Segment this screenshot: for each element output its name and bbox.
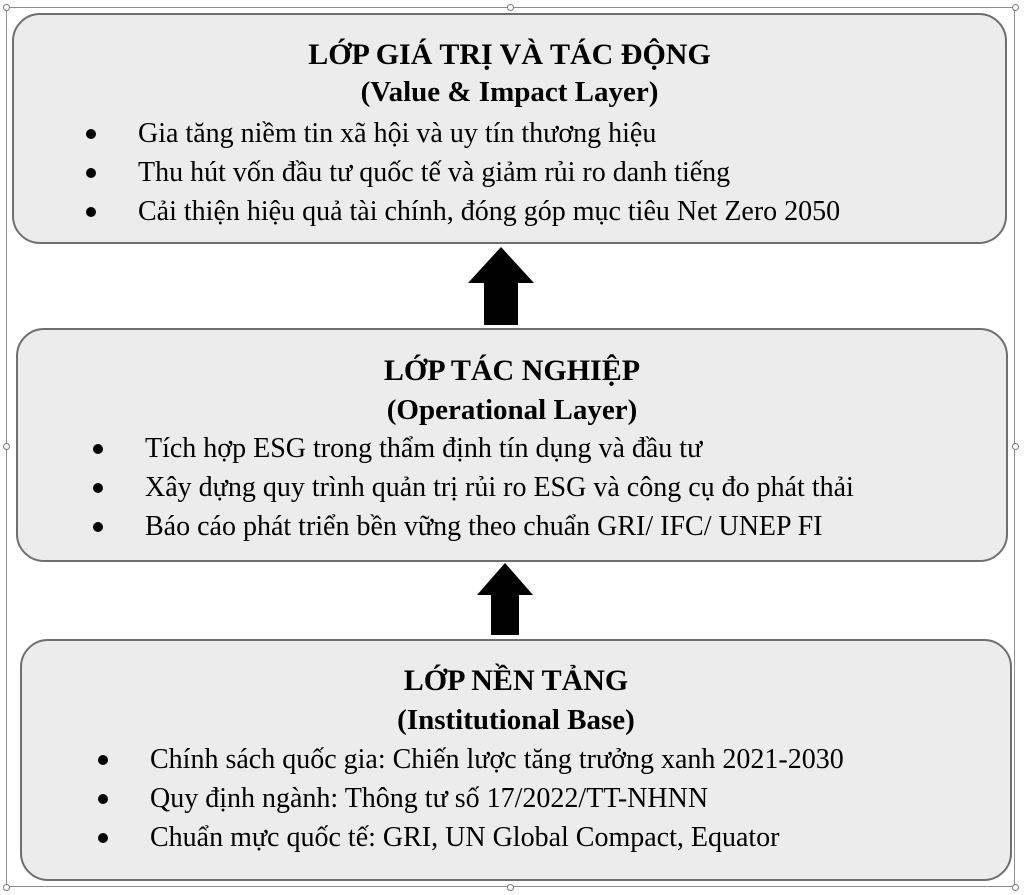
list-item: Tích hợp ESG trong thẩm định tín dụng và đầu tư: [93, 429, 854, 468]
list-item: Thu hút vốn đầu tư quốc tế và giảm rủi ro danh tiếng: [86, 153, 840, 192]
list-item: Quy định ngành: Thông tư số 17/2022/TT-NHNN: [98, 779, 844, 818]
resize-handle-top-left[interactable]: [3, 4, 10, 11]
value-impact-layer-box: [12, 13, 1007, 244]
resize-handle-bottom-left[interactable]: [3, 884, 10, 891]
institutional-base-layer-title: LỚP NỀN TẢNG: [403, 664, 629, 697]
institutional-base-layer-box: [20, 639, 1012, 881]
bullet-icon: [86, 168, 96, 178]
value-impact-layer-title: LỚP GIÁ TRỊ VÀ TÁC ĐỘNG: [308, 38, 711, 71]
value-impact-layer-subtitle: (Value & Impact Layer): [360, 76, 659, 108]
bullet-icon: [93, 483, 103, 493]
operational-layer-box: [16, 328, 1008, 562]
bullet-icon: [86, 207, 96, 217]
resize-handle-middle-left[interactable]: [3, 443, 10, 450]
institutional-base-layer-list: [98, 740, 844, 857]
arrow-up-icon: [468, 247, 534, 325]
list-item: Gia tăng niềm tin xã hội và uy tín thương hiệu: [86, 114, 840, 153]
resize-handle-top-center[interactable]: [507, 4, 514, 11]
operational-layer-list: [93, 429, 854, 546]
list-item: Báo cáo phát triển bền vững theo chuẩn GRI/ IFC/ UNEP FI: [93, 507, 854, 546]
bullet-icon: [98, 755, 108, 765]
resize-handle-bottom-right[interactable]: [1012, 884, 1019, 891]
institutional-base-layer-subtitle: (Institutional Base): [397, 704, 635, 736]
list-item: Chuẩn mực quốc tế: GRI, UN Global Compact, Equator: [98, 818, 844, 857]
operational-layer-subtitle: (Operational Layer): [386, 394, 638, 426]
bullet-icon: [93, 444, 103, 454]
list-item: Chính sách quốc gia: Chiến lược tăng trưởng xanh 2021-2030: [98, 740, 844, 779]
bullet-icon: [93, 522, 103, 532]
operational-layer-title: LỚP TÁC NGHIỆP: [383, 354, 641, 387]
value-impact-layer-list: [86, 114, 840, 231]
bullet-icon: [98, 794, 108, 804]
resize-handle-top-right[interactable]: [1012, 4, 1019, 11]
bullet-icon: [86, 129, 96, 139]
arrow-up-icon: [477, 563, 533, 635]
resize-handle-middle-right[interactable]: [1012, 443, 1019, 450]
list-item: Cải thiện hiệu quả tài chính, đóng góp mục tiêu Net Zero 2050: [86, 192, 840, 231]
list-item: Xây dựng quy trình quản trị rủi ro ESG và công cụ đo phát thải: [93, 468, 854, 507]
bullet-icon: [98, 833, 108, 843]
resize-handle-bottom-center[interactable]: [507, 884, 514, 891]
